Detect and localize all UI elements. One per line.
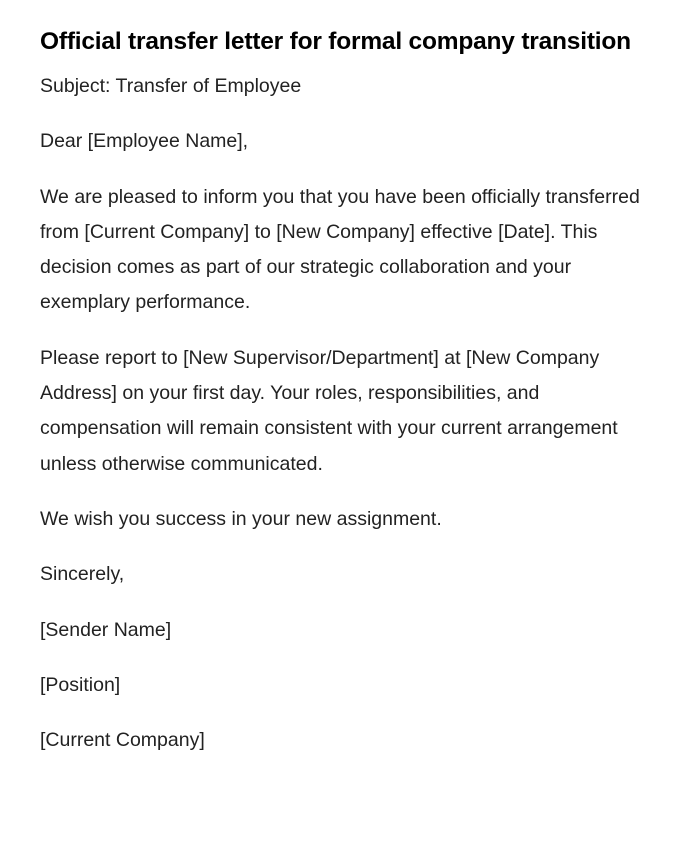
letter-body-paragraph-1: We are pleased to inform you that you have been officially transferred from [Current Company] to [New Company] effective [Date]. This decision comes as part of our strategic collaboration and your exemplary performance.: [40, 185, 640, 314]
letter-title: Official transfer letter for formal company transition: [40, 28, 631, 55]
letter-body-paragraph-2: Please report to [New Supervisor/Department] at [New Company Address] on your first day. Your roles, responsibilities, and compensation will remain consistent with your current arrangement unless otherwise communicated.: [40, 346, 618, 475]
letter-document: [40, 20, 650, 778]
letter-salutation: Dear [Employee Name],: [40, 130, 249, 153]
letter-closing: Sincerely,: [40, 563, 125, 586]
sender-position: [Position]: [40, 673, 121, 696]
sender-company: [Current Company]: [40, 729, 205, 752]
letter-subject: Subject: Transfer of Employee: [40, 75, 302, 97]
letter-body-paragraph-3: We wish you success in your new assignment.: [40, 507, 442, 530]
sender-name: [Sender Name]: [40, 618, 172, 641]
